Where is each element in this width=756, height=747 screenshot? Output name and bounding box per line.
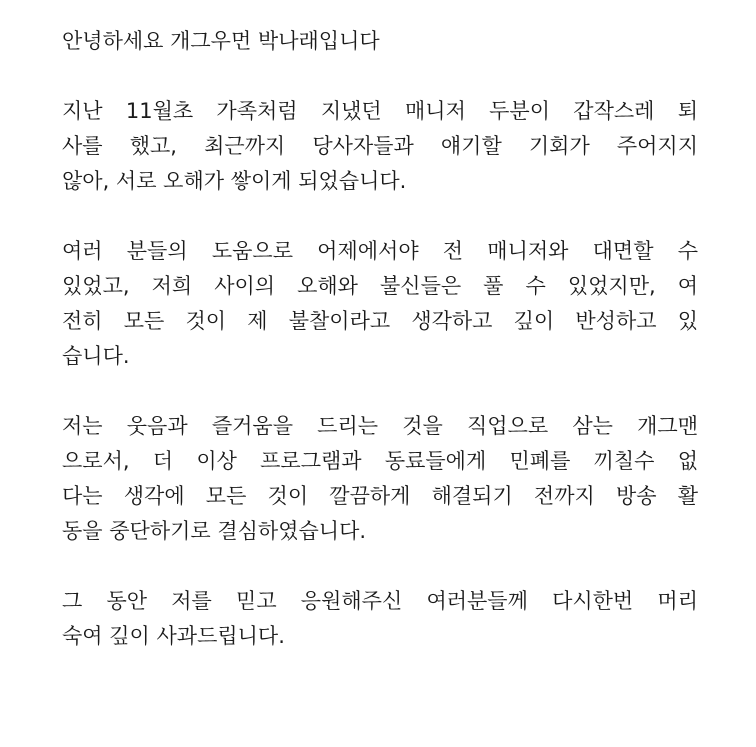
paragraph-line: 있었고, 저희 사이의 오해와 불신들은 풀 수 있었지만, 여 [62, 274, 698, 298]
paragraph-line: 으로서, 더 이상 프로그램과 동료들에게 민폐를 끼칠수 없 [62, 449, 698, 473]
paragraph-gap [62, 199, 698, 234]
paragraph-line: 숙여 깊이 사과드립니다. [62, 624, 285, 648]
paragraph-line: 습니다. [62, 344, 130, 368]
paragraph-line: 전히 모든 것이 제 불찰이라고 생각하고 깊이 반성하고 있 [62, 309, 698, 333]
paragraph-line: 동을 중단하기로 결심하였습니다. [62, 519, 367, 543]
paragraph-line: 저는 웃음과 즐거움을 드리는 것을 직업으로 삼는 개그맨 [62, 414, 698, 438]
paragraph-line: 여러 분들의 도움으로 어제에서야 전 매니저와 대면할 수 [62, 239, 698, 263]
paragraph-4 [62, 584, 698, 654]
paragraph-3 [62, 409, 698, 549]
paragraph-line: 않아, 서로 오해가 쌓이게 되었습니다. [62, 169, 407, 193]
paragraph-2 [62, 234, 698, 374]
greeting-line: 안녕하세요 개그우먼 박나래입니다 [62, 29, 380, 53]
statement-document [62, 24, 698, 654]
paragraph-gap [62, 59, 698, 94]
paragraph-line: 다는 생각에 모든 것이 깔끔하게 해결되기 전까지 방송 활 [62, 484, 698, 508]
paragraph-gap [62, 374, 698, 409]
paragraph-line: 그 동안 저를 믿고 응원해주신 여러분들께 다시한번 머리 [62, 589, 698, 613]
paragraph-line: 지난 11월초 가족처럼 지냈던 매니저 두분이 갑작스레 퇴 [62, 99, 698, 123]
paragraph-gap [62, 549, 698, 584]
paragraph-line: 사를 했고, 최근까지 당사자들과 얘기할 기회가 주어지지 [62, 134, 698, 158]
paragraph-1 [62, 94, 698, 199]
